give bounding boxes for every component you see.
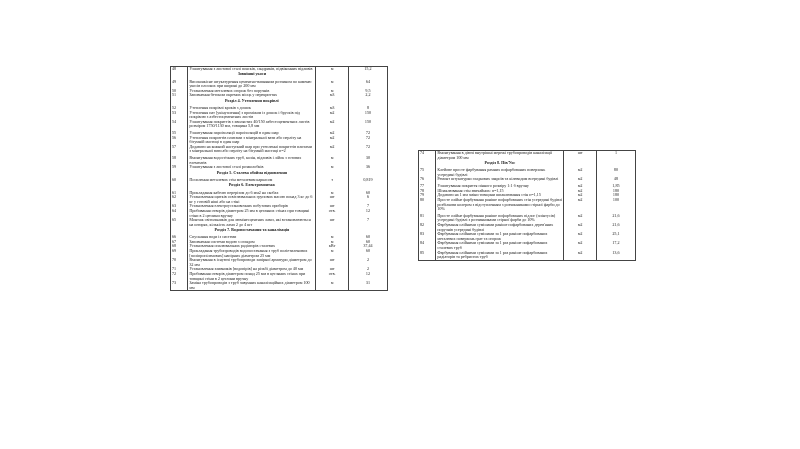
row-number: 71 — [171, 267, 188, 272]
unit-of-measure: м2 — [564, 189, 597, 194]
unit-of-measure: шт — [316, 258, 349, 267]
quantity: 7 — [348, 218, 387, 227]
work-description: Установлення металевих огорож без поручнів — [188, 89, 316, 94]
table-row — [171, 218, 388, 227]
row-number: 62 — [171, 195, 188, 204]
work-description: Додавати на 1 мм зміни товщини шпаклювання стін п=1,15 — [436, 193, 564, 198]
row-number: 76 — [419, 177, 436, 182]
unit-of-measure: отв. — [316, 209, 349, 218]
unit-of-measure: м2 — [564, 193, 597, 198]
row-number: 70 — [171, 258, 188, 267]
work-description: Улаштування пароізоляції пароізоляцій в один шар — [188, 131, 316, 136]
unit-of-measure: шт — [316, 267, 349, 272]
unit-of-measure: м3 — [316, 93, 349, 98]
row-number: 60 — [171, 178, 188, 183]
row-number: 72 — [171, 272, 188, 281]
row-number: 78 — [419, 189, 436, 194]
row-number: 49 — [171, 80, 188, 89]
work-description: Фарбування олійними сумішами за 1 раз раніше пофарбованих металевих поверхонь грат та огорож — [436, 232, 564, 241]
row-number: 65 — [171, 218, 188, 227]
unit-of-measure: м2 — [564, 177, 597, 182]
work-description: Улаштування покриття пінного розміру 1:1 б вручну — [436, 184, 564, 189]
section-heading: Розділ 4. Утеплення покрівлі — [188, 98, 316, 104]
unit-of-measure: шт — [316, 195, 349, 204]
unit-of-measure: м2 — [316, 145, 349, 154]
table-row — [171, 156, 388, 165]
row-number: 48 — [171, 67, 188, 72]
work-description: Заповнення системи водою з оглядом — [188, 240, 316, 245]
work-description: Пробивання отворів діаметром 25 мм в цегляних стінах при товщині стіни в 2 цеглини вручну — [188, 209, 316, 218]
unit-of-measure: м — [316, 165, 349, 170]
unit-of-measure: м — [316, 191, 349, 196]
table-row — [419, 151, 636, 161]
quantity: 12 — [348, 209, 387, 218]
row-number: 50 — [171, 89, 188, 94]
unit-of-measure: м2 — [564, 168, 597, 177]
quantity: 6 — [348, 195, 387, 204]
quantity: 2,2 — [348, 93, 387, 98]
row-number: 51 — [171, 93, 188, 98]
quantity: 31 — [348, 281, 387, 291]
quantity: 15,2 — [348, 67, 387, 72]
table-row — [419, 168, 636, 177]
quantity: 64 — [348, 80, 387, 89]
section-heading: Зовнішні укоси — [188, 72, 316, 78]
table-row — [419, 223, 636, 232]
work-description: Вмонтування в існуючі трубопроводи запірної арматури діаметром до 32 мм — [188, 258, 316, 267]
table-row — [419, 251, 636, 261]
quantity: 48 — [596, 177, 635, 182]
table-row — [171, 281, 388, 291]
table-row — [171, 145, 388, 154]
section-heading: Розділ 5. Сталева обойма відновлення — [188, 170, 316, 176]
work-description: Шпаклювання стін звичайних: п=1,15 — [436, 189, 564, 194]
work-description: Посилення металевих стін металевим каркасом — [188, 178, 316, 183]
quantity: 0,819 — [348, 178, 387, 183]
unit-of-measure: м2 — [564, 184, 597, 189]
work-description: Монтаж світильників для люмінесцентних ламп, які встановлюються на штирях, кількість ламп 2 до 4 шт — [188, 218, 316, 227]
row-number: 57 — [171, 145, 188, 154]
work-description: Високоякісне штукатурення цементно-вапняним розчином по каменю укосів плоских при ширині до 200 мм — [188, 80, 316, 89]
quantity: 25,1 — [596, 232, 635, 241]
section-heading: Розділ 7. Водопостачання та каналізація — [188, 227, 316, 233]
row-number: 53 — [171, 111, 188, 120]
row-number: 74 — [419, 151, 436, 161]
table-row — [171, 195, 388, 204]
works-table-right-body — [419, 151, 636, 261]
table-row — [419, 241, 636, 250]
work-description: Додавати на кожний наступний шар при утепленні покриттів плитами з мінеральної вати або перліту на бітумній мастиці п=2 — [188, 145, 316, 154]
unit-of-measure: м2 — [564, 223, 597, 232]
table-row — [419, 214, 636, 223]
table-row — [419, 198, 636, 212]
unit-of-measure: м2 — [316, 120, 349, 129]
work-description: Фарбування олійними сумішами за 1 раз раніше пофарбованих радіаторів та ребристих труб — [436, 251, 564, 261]
row-number: 84 — [419, 241, 436, 250]
row-number: 52 — [171, 106, 188, 111]
row-number: 54 — [171, 120, 188, 129]
works-table-left-body — [171, 67, 388, 291]
quantity: 60 — [348, 235, 387, 240]
table-row — [171, 120, 388, 129]
row-number: 59 — [171, 165, 188, 170]
quantity: 1,85 — [596, 184, 635, 189]
row-number: 79 — [419, 193, 436, 198]
work-description: Прокладання трубопроводів водопостачання з труб поліетиленових [поліпропіленових] напірних діаметром 25 мм — [188, 249, 316, 258]
work-description: Утеплення покриттів плитами з мінеральної вати або перліту на бітумній мастиці в один шар — [188, 136, 316, 145]
quantity: 17,2 — [596, 241, 635, 250]
work-description: Фарбування олійними сумішами раніше пофарбованих дерев'яних поручнів усередині будівлі — [436, 223, 564, 232]
quantity: 60 — [348, 240, 387, 245]
row-number: 61 — [171, 191, 188, 196]
row-number: 56 — [171, 136, 188, 145]
quantity: 1 — [596, 151, 635, 161]
section-heading: Розділ 6. Електромонтаж — [188, 183, 316, 189]
unit-of-measure: м2 — [564, 214, 597, 223]
work-description: Установлення опалювальних радіаторів сталевих — [188, 244, 316, 249]
table-row — [171, 136, 388, 145]
row-number: 73 — [171, 281, 188, 291]
row-number: 58 — [171, 156, 188, 165]
table-row — [171, 209, 388, 218]
work-description: Улаштування покриттів з хвилястих 40/150 азбестоцементних листів розміром 1750/1130 мм, товщина 5,8 мм — [188, 120, 316, 129]
quantity: 150 — [348, 120, 387, 129]
table-row — [171, 249, 388, 258]
row-number: 69 — [171, 249, 188, 258]
work-description: Утеплення пат [укінуплення] з проміжом із дошок і брусків під покрівлю з азбестоцементних листів — [188, 111, 316, 120]
quantity: 72 — [348, 145, 387, 154]
quantity: 2 — [348, 258, 387, 267]
quantity: 2 — [348, 267, 387, 272]
quantity: 100 — [596, 198, 635, 212]
quantity: 13,6 — [596, 251, 635, 261]
row-number: 83 — [419, 232, 436, 241]
table-row — [171, 272, 388, 281]
unit-of-measure: шт — [316, 204, 349, 209]
row-number: 75 — [419, 168, 436, 177]
quantity: 21,6 — [596, 214, 635, 223]
unit-of-measure: т — [316, 178, 349, 183]
work-description: Ремонт штукатурки гладкових закроїв та кілевидим всередині будівлі — [436, 177, 564, 182]
unit-of-measure: м2 — [564, 241, 597, 250]
row-number: 55 — [171, 131, 188, 136]
table-row — [171, 111, 388, 120]
row-number: 68 — [171, 244, 188, 249]
quantity: 37,44 — [348, 244, 387, 249]
document-page-left — [170, 66, 388, 384]
unit-of-measure: м2 — [564, 251, 597, 261]
work-description: Вмонтування в діючі внутрішні мережі трубопроводів каналізації діаметром 100 мм — [436, 151, 564, 161]
quantity: 21,6 — [596, 223, 635, 232]
unit-of-measure: м3 — [316, 106, 349, 111]
section-heading: Розділ 8. Пів'Уос — [436, 160, 564, 166]
quantity: 7 — [348, 204, 387, 209]
unit-of-measure: м — [316, 80, 349, 89]
row-number: 66 — [171, 235, 188, 240]
unit-of-measure: м2 — [316, 136, 349, 145]
row-number: 67 — [171, 240, 188, 245]
quantity: 60 — [348, 191, 387, 196]
work-description: Заповнення бетоном окремих місць у перекриттях — [188, 93, 316, 98]
row-number: 64 — [171, 209, 188, 218]
work-description: Улаштування з листової сталі розжолобків — [188, 165, 316, 170]
work-description: Установлення електроустановочних побутових приборів — [188, 204, 316, 209]
quantity: 36 — [348, 165, 387, 170]
work-description: Установлення щитків освітлювальних групових масою понад 3 кг до 6 кг у готовій ніші або на стіні — [188, 195, 316, 204]
work-description: Улаштування з листової сталі поясків, сандриків, підвіконних відливів — [188, 67, 316, 72]
unit-of-measure: м2 — [564, 232, 597, 241]
work-description: Пробивання отворів діаметром понад 25 мм в цегляних стінах при товщині стіни в 2 цеглини вручну — [188, 272, 316, 281]
row-number: 85 — [419, 251, 436, 261]
unit-of-measure: м — [316, 240, 349, 245]
unit-of-measure: м2 — [316, 111, 349, 120]
unit-of-measure: м — [316, 67, 349, 72]
work-description: Спускання води із системи — [188, 235, 316, 240]
work-description: Утеплення покрівлі кроків з дошок — [188, 106, 316, 111]
works-table-right — [418, 150, 636, 261]
quantity: 180 — [596, 193, 635, 198]
unit-of-measure: шт — [564, 151, 597, 161]
work-description: Вмонтування водостічних труб, колін, відливів і лійок з готових елементів — [188, 156, 316, 165]
unit-of-measure: м — [316, 235, 349, 240]
unit-of-measure: отв. — [316, 272, 349, 281]
quantity: 72 — [348, 136, 387, 145]
work-description: Просте олійне фарбування раніше пофарбованих стін усередині будівлі розбілкови колером з відступленням з розчинниками стірної фарби до 10% — [437, 197, 563, 212]
quantity: 60 — [348, 249, 387, 258]
unit-of-measure: м — [316, 156, 349, 165]
work-description: Фарбування олійними сумішами за 1 раз раніше пофарбованих сталевих труб — [436, 241, 564, 250]
works-table-left — [170, 66, 388, 291]
unit-of-measure: м — [316, 281, 349, 291]
unit-of-measure: м2 — [316, 131, 349, 136]
quantity: 150 — [348, 111, 387, 120]
document-page-right — [418, 150, 636, 298]
table-row — [171, 258, 388, 267]
quantity: 180 — [596, 189, 635, 194]
row-number: 80 — [419, 198, 436, 212]
quantity: 30 — [348, 156, 387, 165]
unit-of-measure: м — [316, 249, 349, 258]
work-description: Заміна трубопроводів з труб чавунних каналізаційних діаметром 100 мм — [188, 281, 316, 291]
unit-of-measure: м — [316, 89, 349, 94]
row-number: 63 — [171, 204, 188, 209]
work-description: Клейове просте фарбування рамних пофарбованих поверхонь усередині будівлі — [436, 168, 564, 177]
quantity: 9,5 — [348, 89, 387, 94]
row-number: 82 — [419, 223, 436, 232]
quantity: 72 — [348, 131, 387, 136]
work-description: Установлення зливників [водопірів] на різьбі діаметром до 40 мм — [188, 267, 316, 272]
quantity: 12 — [348, 272, 387, 281]
quantity: 8 — [348, 106, 387, 111]
table-row — [171, 80, 388, 89]
unit-of-measure: м2 — [564, 198, 597, 212]
row-number: 77 — [419, 184, 436, 189]
table-row — [419, 232, 636, 241]
unit-of-measure: шт — [316, 218, 349, 227]
unit-of-measure: кВт — [316, 244, 349, 249]
row-number: 81 — [419, 214, 436, 223]
work-description: Просте олійне фарбування раніше пофарбованих підлог (плінтусів) усередині будівлі з розчинниками стірної фарби до 10% — [436, 214, 564, 223]
quantity: 80 — [596, 168, 635, 177]
work-description: Прокладання кабелю перерізом до 6 мм2 на скобах — [188, 191, 316, 196]
